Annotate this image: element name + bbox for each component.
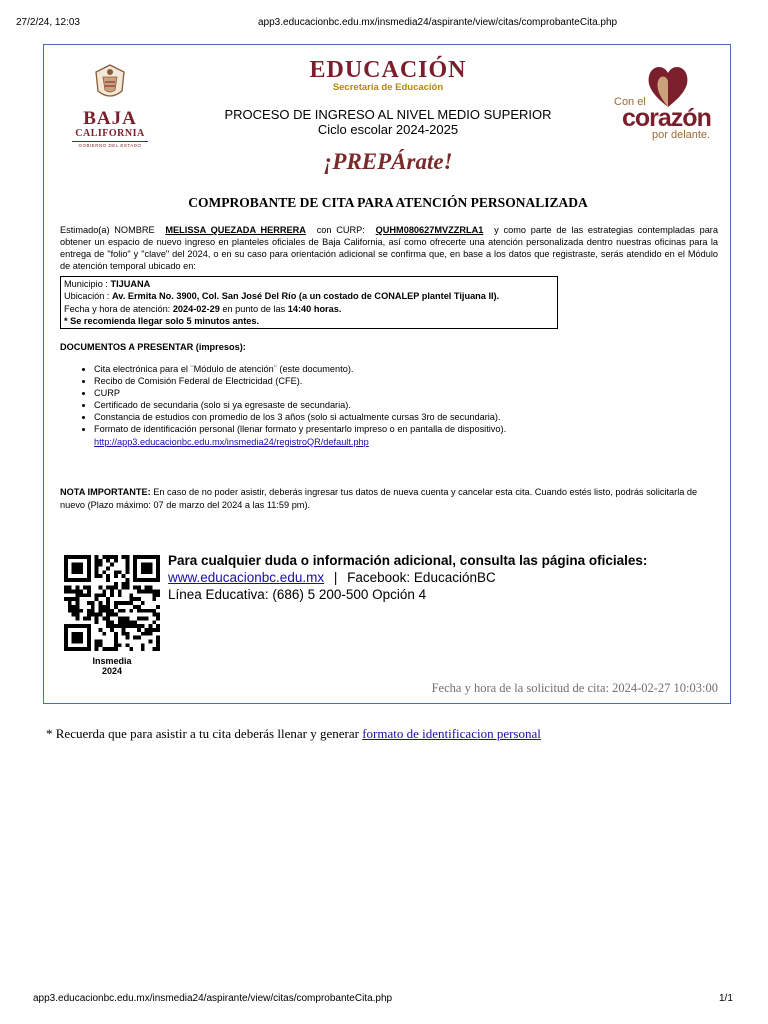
arrival-note-text: * Se recomienda llegar solo 5 minutos antes. (64, 315, 260, 326)
intro-paragraph (60, 224, 718, 272)
appointment-box (60, 276, 558, 329)
qr-code (64, 555, 160, 651)
corazon-logo (612, 63, 722, 143)
list-item (94, 423, 506, 447)
preparate-logo: ¡PREPÁrate! (323, 149, 453, 174)
footer-page: 1/1 (719, 993, 733, 1004)
list-item-text: Formato de identificación personal (llenar formato y presentarlo impreso o en pantalla de dispositivo). (94, 424, 507, 435)
id-format-link[interactable]: formato de identificacion personal (362, 726, 541, 741)
contact-block (168, 552, 647, 603)
fecha-label: Fecha y hora de atención: (64, 303, 171, 314)
en-punto-text: en punto de las (222, 303, 286, 314)
corazon-line-2: corazón (622, 104, 711, 132)
process-line-2: Ciclo escolar 2024-2025 (317, 122, 459, 137)
student-curp: QUHM080627MVZZRLA1 (375, 225, 484, 235)
bc-logo-sub: CALIFORNIA (75, 128, 145, 139)
student-name: MELISSA QUEZADA HERRERA (165, 225, 306, 235)
list-item: • Cita electrónica para el ¨Módulo de atención¨ (este documento). (94, 363, 506, 375)
website-link[interactable]: www.educacionbc.edu.mx (168, 570, 325, 585)
phone-text: Línea Educativa: (686) 5 200-500 Opción 4 (168, 587, 427, 602)
print-datetime: 27/2/24, 12:03 (16, 17, 80, 28)
list-item: • Recibo de Comisión Federal de Electricidad (CFE). (94, 375, 506, 387)
qr-caption-1: Insmedia (92, 656, 132, 666)
municipio-row (64, 278, 554, 290)
print-url: app3.educacionbc.edu.mx/insmedia24/aspirante/view/citas/comprobanteCita.php (258, 17, 618, 28)
intro-prefix: Estimado(a) NOMBRE (60, 225, 155, 235)
education-title: EDUCACIÓN (309, 57, 467, 83)
contact-title: Para cualquier duda o información adicional, consulta las página oficiales: (168, 553, 648, 568)
intro-body: y como parte de las estrategias contempladas para obtener un espacio de nuevo ingreso en planteles oficiales de Baja California, así como ofrecerte una atención personalizada dentro nuestras oficinas para la entrega de "folio" y "clave" del 2024, o en su caso para orientación adicional se confirma que, en base a los datos que registraste, serás atendido en el Módulo de atención temporal ubicado en: (60, 225, 718, 271)
ubicacion-label: Ubicación : (64, 291, 110, 302)
receipt-frame (43, 44, 731, 704)
corazon-line-1: Con el (614, 96, 646, 108)
contact-web-row (168, 569, 647, 586)
municipio-value: TIJUANA (110, 279, 151, 289)
heart-icon (646, 63, 690, 109)
important-note (60, 486, 718, 511)
fecha-value: 2024-02-29 (172, 303, 220, 314)
note-text: En caso de no poder asistir, deberás ingresar tus datos de nueva cuenta y cancelar esta cita. Cuando estés listo, podrás solicitarla de nuevo (Plazo máximo: 07 de marzo del 2024 a las 11:59 pm). (60, 487, 698, 510)
qr-caption (64, 656, 160, 676)
request-datetime: Fecha y hora de la solicitud de cita: 2024-02-27 10:03:00 (431, 681, 718, 695)
arrival-note (64, 315, 554, 327)
qr-caption-2: 2024 (101, 666, 123, 676)
curp-label: con CURP: (316, 225, 365, 235)
hora-value: 14:40 horas. (287, 303, 342, 314)
municipio-label: Municipio : (64, 279, 108, 289)
process-line-1: PROCESO DE INGRESO AL NIVEL MEDIO SUPERIOR (224, 107, 552, 122)
list-item: • Certificado de secundaria (solo si ya egresaste de secundaria). (94, 399, 506, 411)
bc-logo-gov: GOBIERNO DEL ESTADO (72, 141, 148, 148)
ubicacion-value: Av. Ermita No. 3900, Col. San José Del Río (a un costado de CONALEP plantel Tijuana II). (112, 291, 500, 302)
documents-list (78, 363, 506, 448)
fecha-row (64, 303, 554, 315)
list-item: • CURP (94, 387, 506, 399)
contact-separator: | (333, 570, 338, 585)
list-item: • Constancia de estudios con promedio de los 3 años (solo si actualmente cursas 3ro de secundaria). (94, 411, 506, 423)
bc-logo-name: BAJA (83, 108, 137, 129)
facebook-text: Facebook: EducaciónBC (347, 570, 496, 585)
education-subtitle: Secretaría de Educación (332, 82, 444, 93)
reminder-text: * Recuerda que para asistir a tu cita deberás llenar y generar (46, 726, 359, 741)
reminder (46, 726, 541, 742)
corazon-line-3: por delante. (652, 129, 711, 141)
receipt-title: COMPROBANTE DE CITA PARA ATENCIÓN PERSONALIZADA (188, 195, 588, 210)
documents-title: DOCUMENTOS A PRESENTAR (impresos): (60, 342, 246, 352)
note-label: NOTA IMPORTANTE: (60, 487, 151, 497)
ubicacion-row (64, 290, 554, 302)
registro-qr-link[interactable]: http://app3.educacionbc.edu.mx/insmedia24/registroQR/default.php (94, 436, 369, 447)
footer-url: app3.educacionbc.edu.mx/insmedia24/aspirante/view/citas/comprobanteCita.php (33, 993, 393, 1004)
